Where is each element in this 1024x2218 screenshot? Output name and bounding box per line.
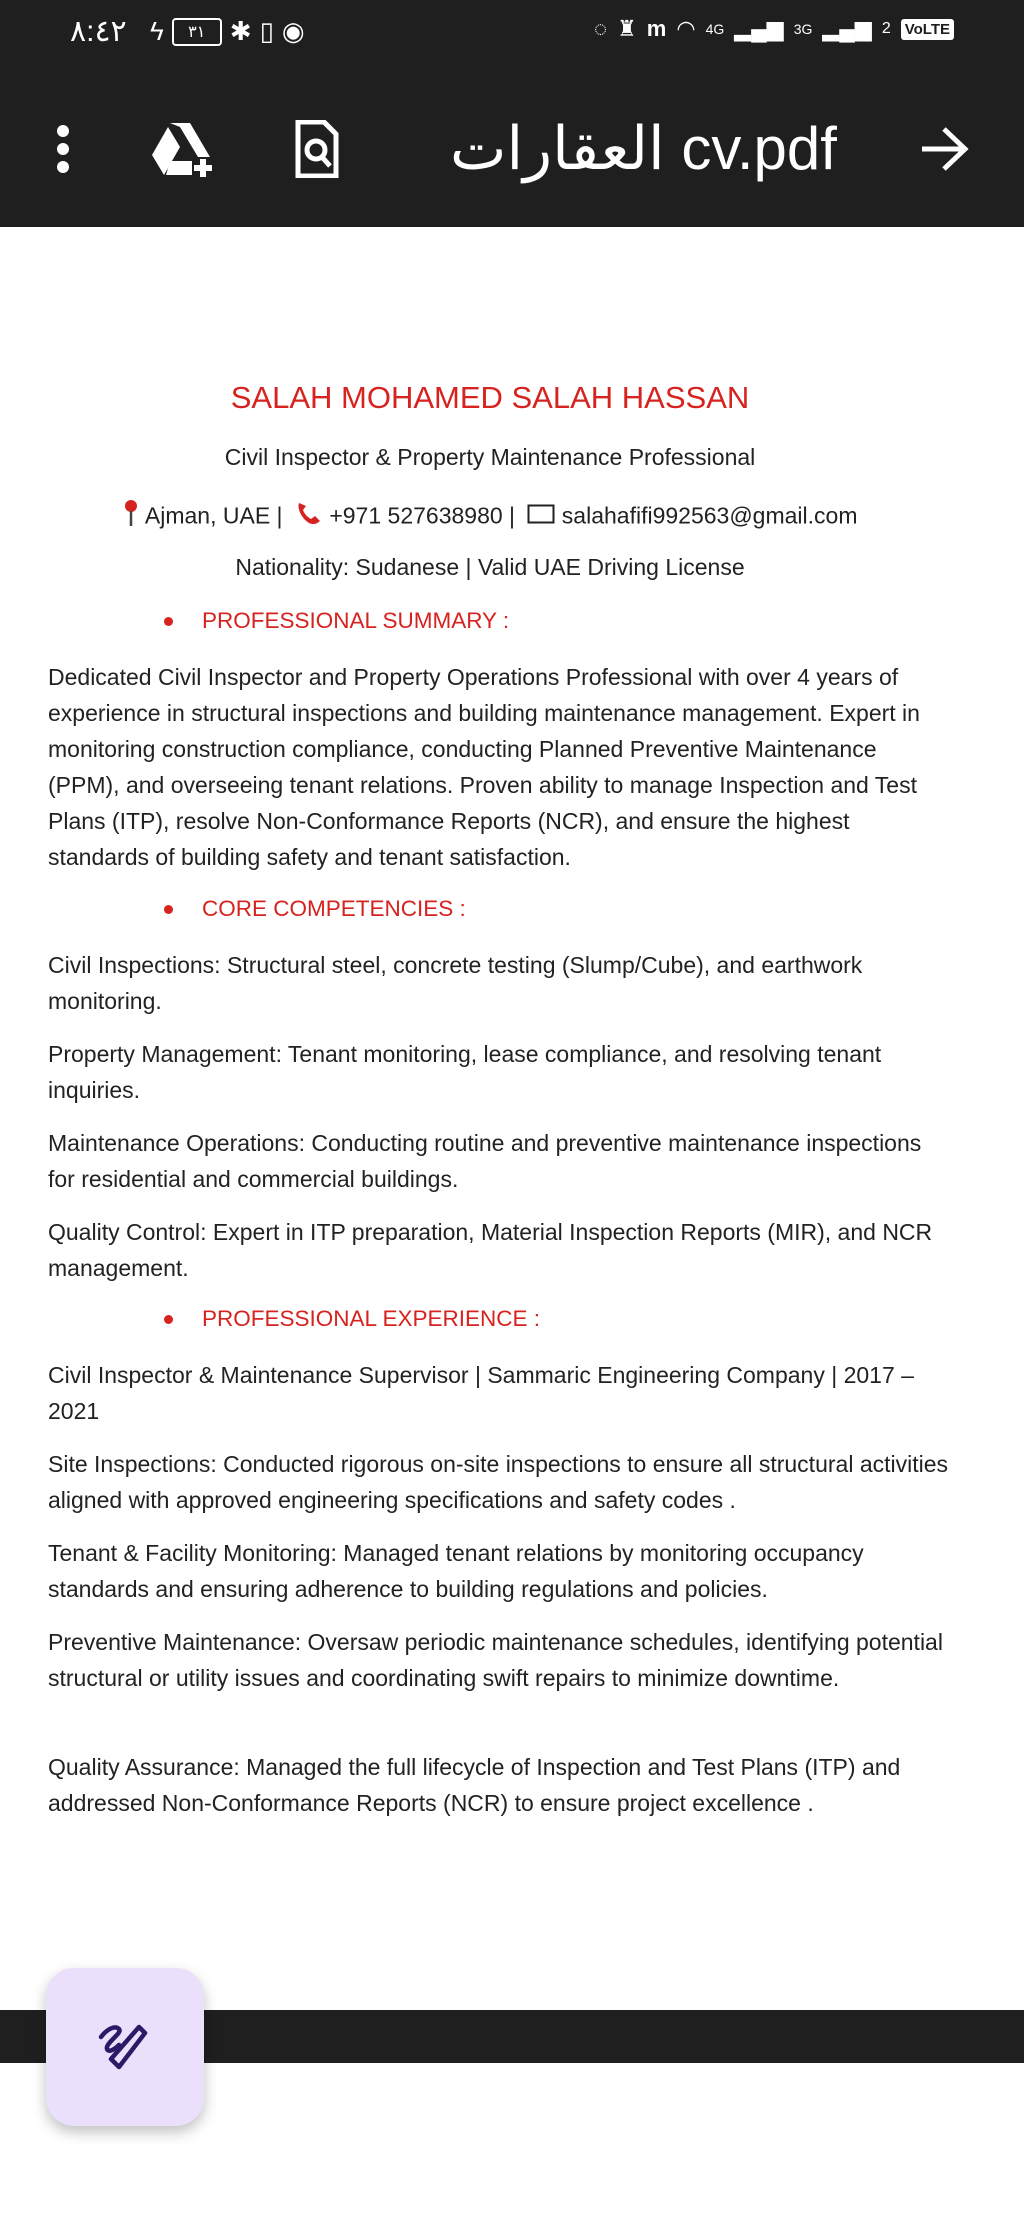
signal-2-icon: ▂▄▆ xyxy=(822,16,872,41)
location-pin-icon xyxy=(123,506,145,532)
status-left-icons xyxy=(150,16,305,47)
resume-subtitle: Civil Inspector & Property Maintenance Professional xyxy=(224,444,756,470)
contact-line xyxy=(0,499,980,533)
section-heading xyxy=(162,896,466,922)
app-bar xyxy=(0,70,1024,227)
section-heading-text: PROFESSIONAL EXPERIENCE : xyxy=(202,1306,541,1331)
battery-level: ٣١ xyxy=(188,23,206,41)
bluetooth-icon: ✱ xyxy=(229,16,252,46)
arrow-right-icon[interactable] xyxy=(915,70,975,227)
network-4g-label: 4G xyxy=(705,21,725,37)
status-bar xyxy=(0,0,1024,70)
eye-comfort-icon: ◉ xyxy=(281,16,305,46)
experience-paragraph: Tenant & Facility Monitoring: Managed tenant relations by monitoring occupancy standards and ensuring adherence to building regulations and policies. xyxy=(48,1540,864,1602)
battery-indicator xyxy=(172,18,222,46)
document-title: العقارات cv.pdf xyxy=(450,115,837,182)
wifi-icon: ◠ xyxy=(676,16,696,41)
competency-paragraph: Maintenance Operations: Conducting routine and preventive maintenance inspections for residential and commercial buildings. xyxy=(48,1130,922,1192)
signal-icon: ▂▄▆ xyxy=(734,16,784,41)
sim-2-label: 2 xyxy=(881,20,891,37)
vibrate-icon: ▯ xyxy=(259,16,274,46)
pen-annotate-icon xyxy=(97,2017,153,2078)
bullet-icon xyxy=(164,617,173,626)
contact-phone: +971 527638980 | xyxy=(329,502,516,529)
summary-paragraph: Dedicated Civil Inspector and Property Operations Professional with over 4 years of experience in structural inspections and building maintenance management. Expert in monitoring construction compliance, conducting Planned Preventive Maintenance (PPM), and overseeing tenant relations. Proven ability to manage Inspection and Test Plans (ITP), resolve Non-Conformance Reports (NCR), and ensure the highest standards of building safety and tenant satisfaction. xyxy=(48,664,920,870)
section-heading-text: CORE COMPETENCIES : xyxy=(202,896,466,921)
annotate-fab-button[interactable] xyxy=(46,1968,204,2126)
nationality-line: Nationality: Sudanese | Valid UAE Driving License xyxy=(235,554,745,580)
competency-paragraph: Civil Inspections: Structural steel, concrete testing (Slump/Cube), and earthwork monitoring. xyxy=(48,952,863,1014)
email-icon xyxy=(527,503,561,529)
drive-add-icon[interactable] xyxy=(148,70,218,227)
experience-paragraph: Quality Assurance: Managed the full lifecycle of Inspection and Test Plans (ITP) and addressed Non-Conformance Reports (NCR) to ensure project excellence . xyxy=(48,1754,901,1816)
charging-icon: ϟ xyxy=(150,16,164,46)
competency-paragraph: Property Management: Tenant monitoring, lease compliance, and resolving tenant inquiries. xyxy=(48,1041,882,1103)
contact-email: salahafifi992563@gmail.com xyxy=(561,502,858,529)
document-search-icon[interactable] xyxy=(292,70,342,227)
resume-name: SALAH MOHAMED SALAH HASSAN xyxy=(230,380,750,415)
app-notification-icon: ♜ xyxy=(617,16,637,41)
status-right-icons xyxy=(594,16,954,42)
experience-paragraph: Civil Inspector & Maintenance Supervisor | Sammaric Engineering Company | 2017 – 2021 xyxy=(48,1362,914,1424)
competency-paragraph: Quality Control: Expert in ITP preparation, Material Inspection Reports (MIR), and NCR management. xyxy=(48,1219,933,1281)
section-heading xyxy=(162,608,509,634)
section-heading-text: PROFESSIONAL SUMMARY : xyxy=(202,608,510,633)
network-3g-label: 3G xyxy=(793,21,813,37)
section-heading xyxy=(162,1306,540,1332)
whatsapp-icon: ◌ xyxy=(593,16,608,41)
phone-icon xyxy=(295,505,329,531)
contact-location: Ajman, UAE | xyxy=(144,502,283,529)
bullet-icon xyxy=(164,1315,173,1324)
status-time: ٨:٤٢ xyxy=(70,15,127,48)
bullet-icon xyxy=(164,905,173,914)
volte-badge: VoLTE xyxy=(901,19,954,40)
more-vertical-icon[interactable] xyxy=(40,70,86,227)
m-app-icon: m xyxy=(646,16,667,41)
experience-paragraph: Preventive Maintenance: Oversaw periodic maintenance schedules, identifying potential structural or utility issues and coordinating swift repairs to minimize downtime. xyxy=(48,1629,943,1691)
document-page xyxy=(0,227,1024,2010)
experience-paragraph: Site Inspections: Conducted rigorous on-site inspections to ensure all structural activities aligned with approved engineering specifications and safety codes . xyxy=(48,1451,949,1513)
